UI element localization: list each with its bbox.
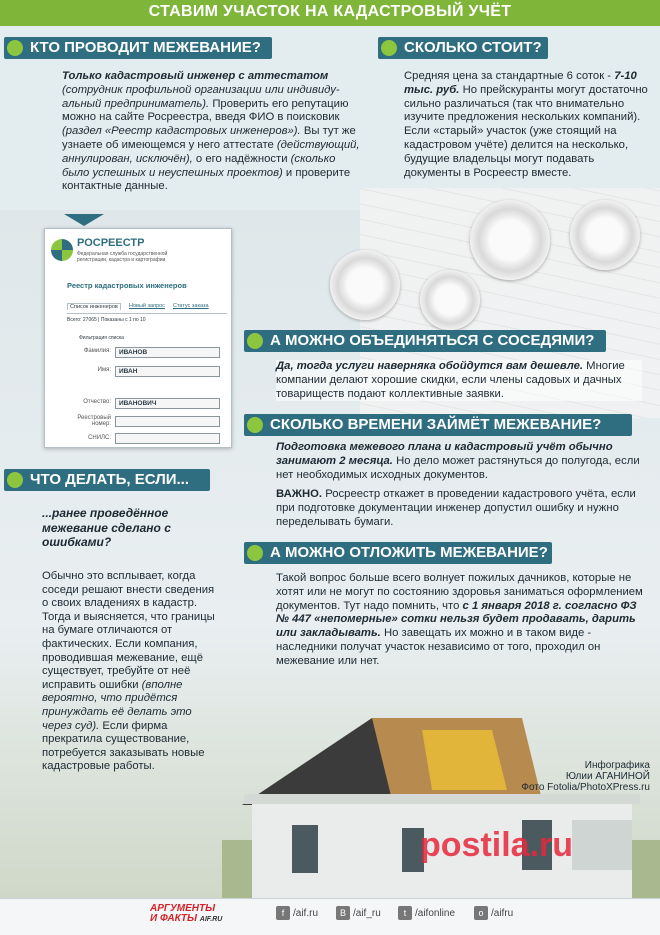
who-italic-2: (раздел «Реестр кадастровых инженеров»).: [62, 125, 301, 138]
social-text: /aif_ru: [353, 908, 381, 919]
section-header-time: [244, 414, 632, 436]
neighbors-text: [276, 360, 642, 401]
social-text: /aifonline: [415, 908, 456, 919]
cost-text-2: Но прейскуранты могут достаточно сильно различаться (так что внимательно изучите предложения нескольких компаний). Если «старый» участок (уже стоящий на кадастровом учёте) делится на несколько, будущие владельцы могут подавать документы в Росреестр вместе.: [404, 83, 648, 179]
rosreestr-org: Федеральная служба государственной регистрации, кадастра и картографии: [77, 251, 168, 263]
tab-engineers-list[interactable]: Список инженеров: [67, 303, 121, 310]
section-heading: А МОЖНО ОТЛОЖИТЬ МЕЖЕВАНИЕ?: [270, 544, 548, 561]
section-heading: СКОЛЬКО ВРЕМЕНИ ЗАЙМЁТ МЕЖЕВАНИЕ?: [270, 416, 602, 433]
social-facebook[interactable]: [276, 906, 318, 922]
cost-price: 7-10 тыс. руб.: [404, 70, 637, 96]
field-label: Имя:: [97, 367, 111, 373]
snils-field[interactable]: [115, 433, 220, 444]
who-italic-3: (действующий, аннулирован, исключён),: [62, 138, 360, 165]
title-bar: [0, 0, 660, 26]
section-header-who: [4, 37, 272, 59]
twitter-icon: t: [398, 906, 412, 920]
who-italic: (сотрудник профильной организации или индивидуальный предприниматель).: [62, 83, 340, 110]
social-text: /aif.ru: [293, 908, 319, 919]
who-italic-4: (сколько было успешных и неуспешных проектов): [62, 152, 336, 179]
bullet-icon: [247, 333, 263, 349]
credit-line: Инфографика: [584, 760, 650, 771]
footer: [0, 898, 660, 935]
what-if-subheading: ...ранее проведённое межевание сделано с ошибками?: [42, 506, 171, 549]
what-if-text: [42, 570, 220, 774]
important-text: Росреестр откажет в проведении кадастрового учёта, если при подготовке документации инженер допустил ошибку и нужно переделывать бумаги.: [276, 488, 636, 528]
rosreestr-logo-text: РОСРЕЕСТР: [77, 237, 145, 249]
time-text: [276, 441, 642, 482]
postpone-bold: с 1 января 2018 г. согласно ФЗ № 447 «непомерные» сотки нельзя будет продавать, дарить или закладывать.: [276, 599, 637, 640]
house-illustration: [222, 690, 660, 898]
postpone-body-1: Такой вопрос больше всего волнует пожилых дачников, которые не хотят или не могут по состоянию здоровья заниматься оформлением документов. Тут надо помнить, что: [276, 572, 643, 612]
social-vk[interactable]: [336, 906, 381, 922]
filter-label: Фильтрация списка: [79, 335, 124, 341]
aif-logo[interactable]: [150, 904, 222, 925]
credit-author: Юлии АГАНИНОЙ: [565, 771, 650, 782]
surname-field[interactable]: ИВАНОВ: [115, 347, 220, 358]
time-body: Но дело может растянуться до полугода, если нет необходимых исходных документов.: [276, 454, 640, 481]
paper-roll: [570, 200, 640, 270]
tab-new-request[interactable]: Новый запрос: [129, 303, 165, 309]
who-text: [62, 70, 360, 194]
bullet-icon: [7, 472, 23, 488]
who-bold: Только кадастровый инженер с аттестатом: [62, 70, 329, 82]
bullet-icon: [381, 40, 397, 56]
section-heading: КТО ПРОВОДИТ МЕЖЕВАНИЕ?: [30, 39, 261, 56]
aif-logo-line2: И ФАКТЫ: [150, 913, 197, 924]
section-header-postpone: [244, 542, 552, 564]
paper-roll: [470, 200, 550, 280]
registry-number-field[interactable]: [115, 416, 220, 427]
section-heading: СКОЛЬКО СТОИТ?: [404, 39, 542, 56]
aif-logo-line1: АРГУМЕНТЫ: [150, 903, 216, 914]
credit-photo: Фото Fotolia/PhotoXPress.ru: [521, 782, 650, 793]
tabs-bar: [67, 301, 227, 314]
section-header-cost: [378, 37, 548, 59]
arrow-down-icon: [64, 214, 104, 226]
paper-roll: [420, 270, 480, 330]
who-text-1: Проверить его репутацию можно на сайте Росреестра, введя ФИО в поисковик: [62, 97, 349, 124]
cost-text-1: Средняя цена за стандартные 6 соток -: [404, 70, 612, 82]
field-label: Фамилия:: [83, 348, 111, 354]
postpone-text: [276, 572, 646, 669]
who-text-4: и проверите контактные данные.: [62, 166, 351, 193]
tab-order-status[interactable]: Статус заказа: [173, 303, 209, 309]
page-title: СТАВИМ УЧАСТОК НА КАДАСТРОВЫЙ УЧЁТ: [148, 3, 512, 20]
bullet-icon: [7, 40, 23, 56]
important-label: ВАЖНО.: [276, 488, 323, 500]
patronymic-field[interactable]: ИВАНОВИЧ: [115, 398, 220, 409]
vk-icon: B: [336, 906, 350, 920]
cost-text: [404, 70, 652, 180]
section-header-what-if: [4, 469, 210, 491]
section-header-neighbors: [244, 330, 606, 352]
name-field[interactable]: ИВАН: [115, 366, 220, 377]
rosreestr-logo-icon: [51, 239, 73, 261]
time-important: [276, 488, 642, 529]
section-heading: ЧТО ДЕЛАТЬ, ЕСЛИ...: [30, 471, 190, 488]
what-if-body-2: Если фирма прекратила существование, потребуется заказывать новые кадастровые работы.: [42, 719, 205, 773]
watermark: postila.ru: [420, 826, 574, 864]
what-if-body-1: Обычно это всплывает, когда соседи решают внести сведения о своих владениях в кадастр. Тогда и выясняется, что границы на бумаге отличаются от фактических. Если компания, проводившая межевание, ещё существует, требуйте от неё исправить ошибки: [42, 570, 215, 691]
bullet-icon: [247, 417, 263, 433]
social-text: /aifru: [491, 908, 514, 919]
who-text-2: Вы тут же узнаете об имеющемся у него аттестате: [62, 125, 356, 151]
paper-roll: [330, 250, 400, 320]
postpone-body-2: Но завещать их можно и в таком виде - наследники получат участок независимо от того, проходил он межевание или нет.: [276, 627, 601, 667]
field-label: СНИЛС:: [88, 435, 111, 441]
section-heading: А МОЖНО ОБЪЕДИНЯТЬСЯ С СОСЕДЯМИ?: [270, 332, 595, 349]
neighbors-body: Многие компании делают хорошие скидки, если члены садовых и дачных товариществ подают коллективные заявки.: [276, 360, 625, 400]
time-bold: Подготовка межевого плана и кадастровый учёт обычно занимают 2 месяца.: [276, 441, 613, 467]
field-label: Реестровый номер:: [77, 415, 111, 427]
registry-count: Всего: 27065 | Показаны с 1 по 10: [67, 317, 146, 323]
facebook-icon: f: [276, 906, 290, 920]
credits: [470, 760, 650, 793]
aif-logo-url: AIF.RU: [199, 916, 223, 923]
bullet-icon: [247, 545, 263, 561]
who-text-3: о его надёжности: [195, 152, 288, 165]
neighbors-bold: Да, тогда услуги наверняка обойдутся вам дешевле.: [276, 360, 584, 372]
what-if-italic: (вполне вероятно, что придётся принуждать её делать это через суд).: [42, 678, 192, 732]
social-ok[interactable]: [474, 906, 513, 922]
field-label: Отчество:: [83, 399, 111, 405]
ok-icon: o: [474, 906, 488, 920]
registry-title: Реестр кадастровых инженеров: [67, 281, 187, 290]
rosreestr-screenshot: [44, 228, 232, 448]
social-twitter[interactable]: [398, 906, 455, 922]
